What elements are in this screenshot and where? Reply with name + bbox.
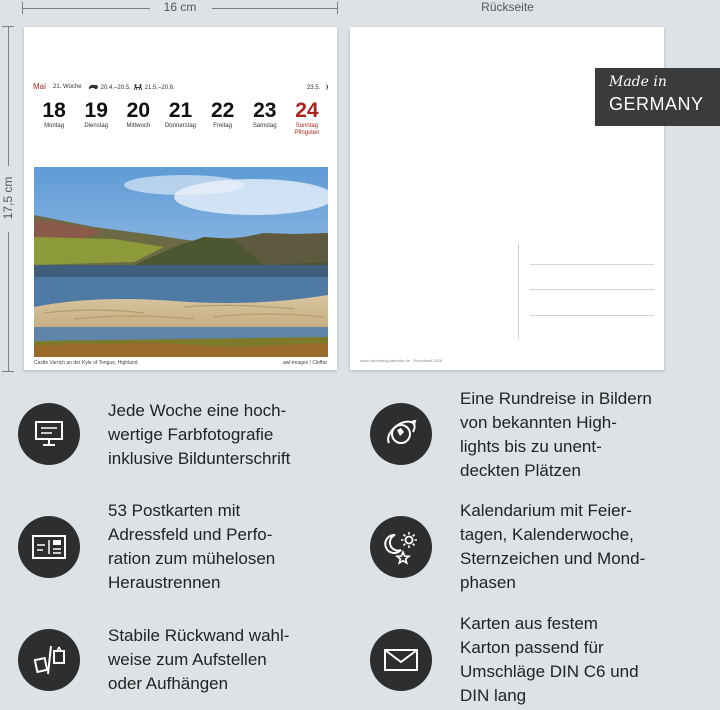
moon-icon bbox=[322, 84, 328, 90]
back-footer: www.harenberg-kalender.de · Schottland 2026 bbox=[360, 358, 443, 363]
width-dimension bbox=[22, 0, 338, 16]
height-label: 17,5 cm bbox=[1, 176, 15, 220]
country-text: GERMANY bbox=[609, 94, 704, 114]
made-in-text: Made in bbox=[609, 74, 667, 90]
height-dimension bbox=[0, 26, 16, 372]
day-sunday: 24 Sonntag Pfingsten bbox=[286, 99, 328, 137]
zodiac2-range: 21.5.–20.6. bbox=[144, 85, 175, 91]
zodiac-taurus bbox=[88, 84, 131, 91]
feature-icon-1 bbox=[18, 403, 80, 465]
day-tuesday: 19 Dienstag bbox=[84, 99, 109, 129]
moon-phase bbox=[307, 84, 328, 91]
globe-orbit-icon bbox=[384, 417, 418, 451]
width-label: 16 cm bbox=[163, 0, 197, 14]
postcard-icon bbox=[31, 533, 67, 561]
photo-credit: awl-images / Cleffar bbox=[282, 360, 327, 366]
feature-text-4: Kalendarium mit Feier- tagen, Kalenderwoche, Sternzeichen und Mond- phasen bbox=[460, 501, 646, 592]
week-days bbox=[33, 99, 328, 137]
feature-icon-4 bbox=[370, 516, 432, 578]
made-in-germany-badge bbox=[595, 68, 720, 126]
address-divider bbox=[518, 243, 519, 339]
calendar-front-card bbox=[24, 27, 337, 370]
day-saturday: 23 Samstag bbox=[252, 99, 277, 129]
day-wednesday: 20 Mittwoch bbox=[126, 99, 151, 129]
feature-text-3: 53 Postkarten mit Adressfeld und Perfo- ration zum mühelosen Heraustrennen bbox=[108, 501, 276, 592]
feature-text-5: Stabile Rückwand wahl- weise zum Aufstellen oder Aufhängen bbox=[108, 626, 290, 693]
feature-icon-2 bbox=[370, 403, 432, 465]
feature-text-1: Jede Woche eine hoch- wertige Farbfotografie inklusive Bildunterschrift bbox=[108, 401, 291, 468]
week-label: 21. Woche bbox=[53, 84, 82, 90]
feature-icon-5 bbox=[18, 629, 80, 691]
moon-sun-star-icon bbox=[383, 529, 419, 565]
taurus-icon bbox=[88, 84, 99, 90]
address-line bbox=[530, 315, 654, 316]
holiday-name: Pfingsten bbox=[294, 130, 320, 136]
feature-icon-3 bbox=[18, 516, 80, 578]
photo-caption-row bbox=[34, 360, 327, 366]
landscape-photo bbox=[34, 167, 328, 357]
address-line bbox=[530, 289, 654, 290]
moon-date: 23.5. bbox=[306, 85, 321, 91]
day-monday: 18 Montag bbox=[42, 99, 66, 129]
feature-text-2: Eine Rundreise in Bildern von bekannten High- lights bis zu unent- deckten Plätzen bbox=[460, 389, 652, 480]
stand-hang-icon bbox=[31, 642, 67, 678]
address-line bbox=[530, 264, 654, 265]
calendar-header bbox=[33, 83, 328, 95]
zodiac-gemini bbox=[133, 84, 175, 91]
photo-caption: Castle Varrich an der Kyle of Tongue, Highland bbox=[34, 360, 138, 366]
feature-text-6: Karten aus festem Karton passend für Umschläge DIN C6 und DIN lang bbox=[460, 614, 639, 705]
landscape-illustration bbox=[34, 167, 328, 357]
day-friday: 22 Freitag bbox=[210, 99, 235, 129]
day-thursday: 21 Donnerstag bbox=[164, 99, 196, 129]
feature-icon-6 bbox=[370, 629, 432, 691]
monitor-icon bbox=[32, 419, 66, 449]
gemini-icon bbox=[133, 84, 143, 90]
zodiac1-range: 20.4.–20.5. bbox=[100, 85, 131, 91]
month-label: Mai bbox=[33, 82, 46, 91]
envelope-icon bbox=[383, 647, 419, 673]
back-side-label: Rückseite bbox=[481, 0, 534, 14]
